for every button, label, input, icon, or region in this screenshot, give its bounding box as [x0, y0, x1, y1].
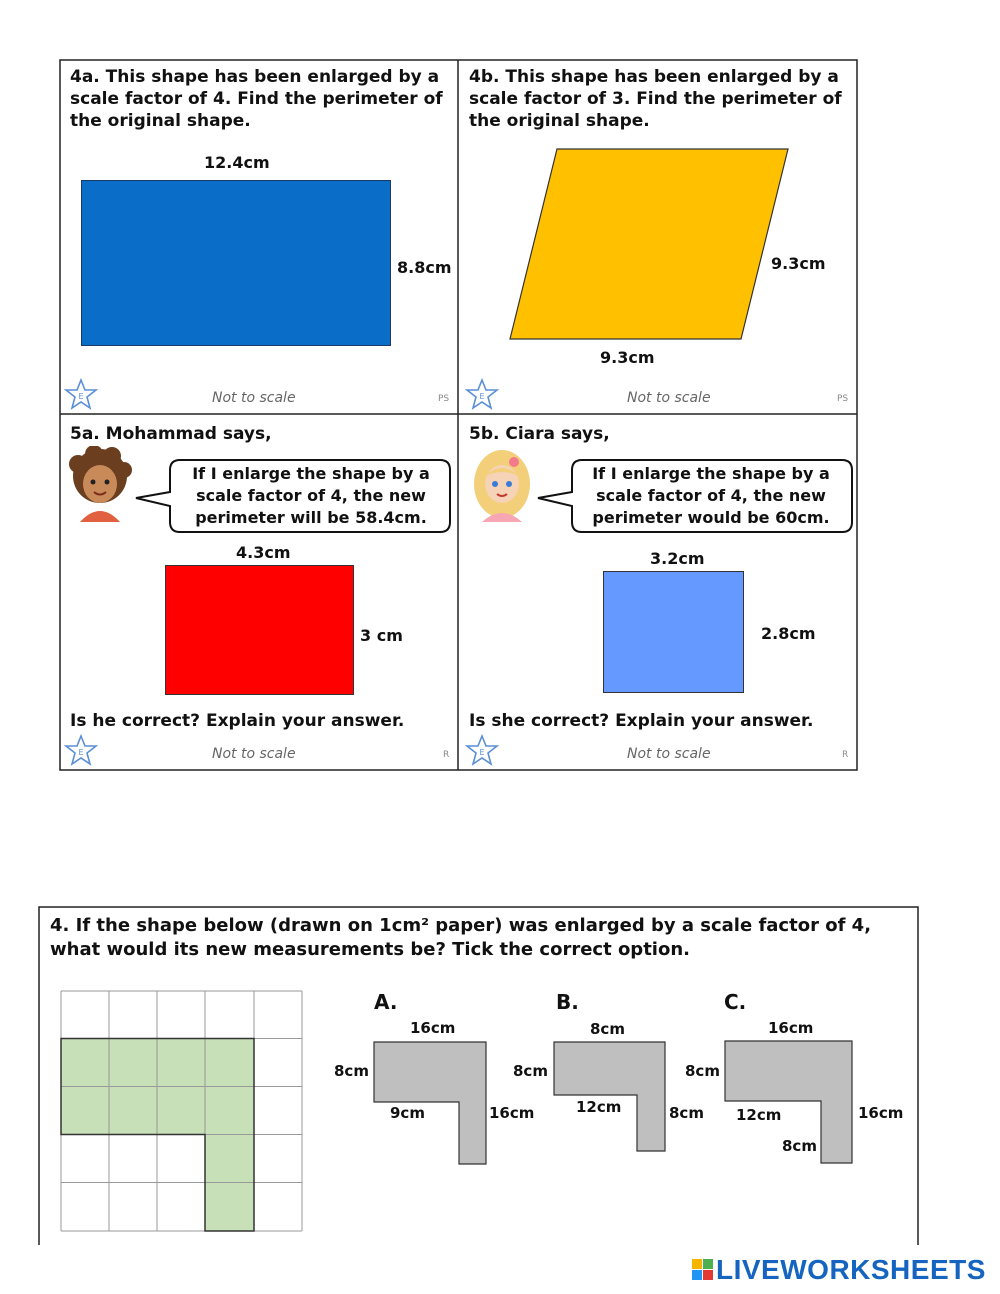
- q5b-speech-text: If I enlarge the shape by a scale factor of 4, the new perimeter would be 60cm.: [592, 464, 830, 527]
- svg-text:E: E: [78, 392, 84, 401]
- q4b-code: PS: [837, 394, 849, 404]
- star-icon: [465, 734, 499, 768]
- option-b-top-label: 8cm: [590, 1020, 625, 1038]
- svg-text:E: E: [479, 392, 485, 401]
- q4a-blue-rectangle: [81, 180, 391, 346]
- option-c-inner-label: 12cm: [736, 1106, 782, 1124]
- option-c-left-label: 8cm: [685, 1062, 720, 1080]
- q4-grid: [60, 990, 305, 1234]
- star-icon: [64, 734, 98, 768]
- q5a-top-label: 4.3cm: [236, 543, 291, 562]
- girl-avatar-icon: [466, 446, 538, 522]
- q4b-side-label: 9.3cm: [771, 254, 826, 273]
- liveworksheets-logo-icon: [692, 1259, 714, 1281]
- option-b-left-label: 8cm: [513, 1062, 548, 1080]
- q5a-side-label: 3 cm: [360, 626, 403, 645]
- q5a-title: 5a. Mohammad says,: [70, 424, 272, 444]
- q5b-note: Not to scale: [627, 746, 711, 762]
- option-a-right-label: 16cm: [489, 1104, 535, 1122]
- q5b-question: Is she correct? Explain your answer.: [469, 711, 814, 731]
- svg-text:E: E: [479, 748, 485, 757]
- q5a-question: Is he correct? Explain your answer.: [70, 711, 405, 731]
- q4a-top-label: 12.4cm: [204, 153, 270, 172]
- q4-title: 4. If the shape below (drawn on 1cm² paper) was enlarged by a scale factor of 4, what would its new measurements be? Tick the correct option.: [50, 915, 872, 960]
- q4b-bottom-label: 9.3cm: [600, 348, 655, 367]
- option-b-letter[interactable]: B.: [556, 990, 579, 1014]
- option-a-inner-label: 9cm: [390, 1104, 425, 1122]
- q5b-top-label: 3.2cm: [650, 549, 705, 568]
- option-c-letter[interactable]: C.: [724, 990, 747, 1014]
- q5a-red-rectangle: [165, 565, 354, 695]
- q5a-note: Not to scale: [212, 746, 296, 762]
- q5b-title: 5b. Ciara says,: [469, 424, 610, 444]
- q4a-side-label: 8.8cm: [397, 258, 452, 277]
- option-b-shape[interactable]: [552, 1040, 668, 1154]
- option-a-top-label: 16cm: [410, 1019, 456, 1037]
- option-c-right-label: 16cm: [858, 1104, 904, 1122]
- q4a-title: 4a. This shape has been enlarged by a scale factor of 4. Find the perimeter of the original shape.: [70, 67, 443, 131]
- q5b-side-label: 2.8cm: [761, 624, 816, 643]
- brand-name[interactable]: LIVEWORKSHEETS: [716, 1254, 986, 1285]
- q5b-code: R: [842, 750, 849, 760]
- q5a-code: R: [443, 750, 450, 760]
- option-c-top-label: 16cm: [768, 1019, 814, 1037]
- q5a-speech-text: If I enlarge the shape by a scale factor of 4, the new perimeter will be 58.4cm.: [192, 464, 430, 527]
- star-icon: [64, 378, 98, 412]
- q4b-yellow-parallelogram: [500, 140, 800, 350]
- star-icon: [465, 378, 499, 412]
- option-b-right-label: 8cm: [669, 1104, 704, 1122]
- boy-avatar-icon: [64, 446, 136, 522]
- svg-text:E: E: [78, 748, 84, 757]
- option-a-letter[interactable]: A.: [374, 990, 398, 1014]
- q4b-note: Not to scale: [627, 390, 711, 406]
- option-a-left-label: 8cm: [334, 1062, 369, 1080]
- q5b-blue-square: [603, 571, 744, 693]
- option-b-inner-label: 12cm: [576, 1098, 622, 1116]
- q4b-title: 4b. This shape has been enlarged by a scale factor of 3. Find the perimeter of the original shape.: [469, 67, 842, 131]
- q4a-note: Not to scale: [212, 390, 296, 406]
- q4a-code: PS: [438, 394, 450, 404]
- option-c-bottom-label: 8cm: [782, 1137, 817, 1155]
